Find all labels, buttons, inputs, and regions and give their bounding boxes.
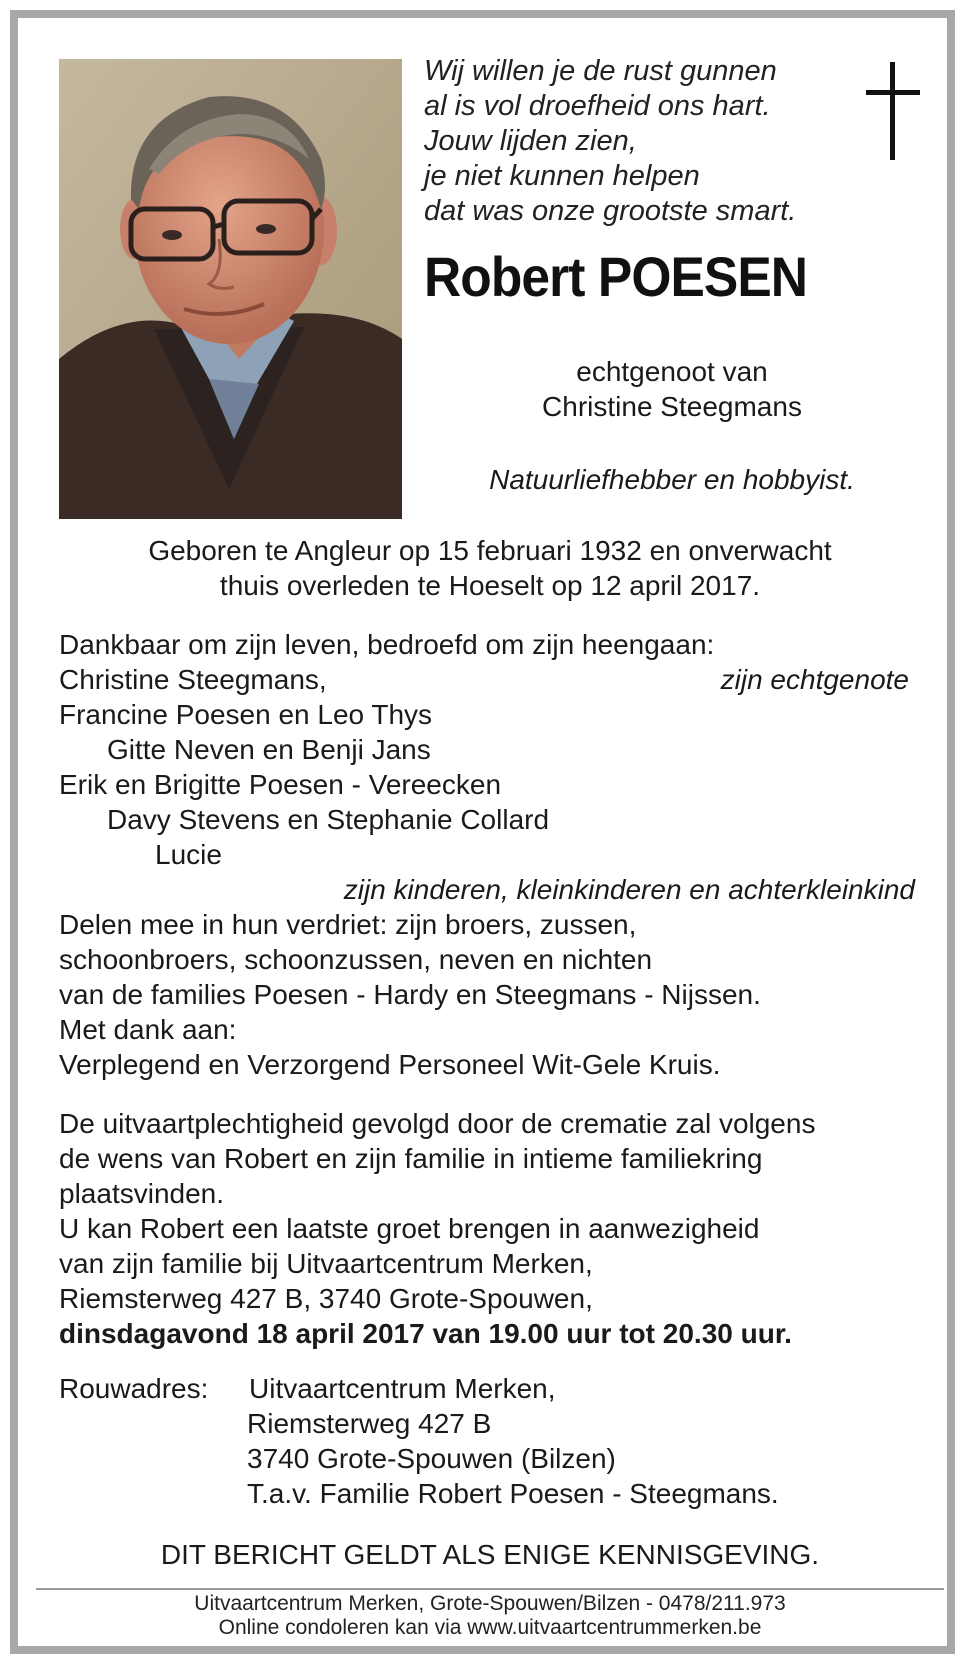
footer-line: Online condoleren kan via www.uitvaartcentrummerken.be [218,1616,762,1639]
ceremony-line: van zijn familie bij Uitvaartcentrum Merken, [59,1248,593,1279]
portrait-illustration [59,59,402,519]
address-section [59,1371,779,1511]
spouse-name: Christine Steegmans [542,391,802,422]
address-line: T.a.v. Familie Robert Poesen - Steegmans. [247,1478,779,1509]
family-section [59,627,919,1082]
ceremony-line: de wens van Robert en zijn familie in intieme familiekring [59,1143,763,1174]
address-label: Rouwadres: [59,1373,209,1404]
ceremony-line: plaatsvinden. [59,1178,225,1209]
footer [36,1592,944,1640]
cross-icon [866,62,920,160]
tagline: Natuurliefhebber en hobbyist. [489,464,855,495]
notice: DIT BERICHT GELDT ALS ENIGE KENNISGEVING. [160,1539,820,1570]
address-row [59,1371,779,1406]
shared-line: Met dank aan: [59,1014,237,1045]
family-member: Francine Poesen en Leo Thys [59,699,433,730]
shared-line: Verplegend en Verzorgend Personeel Wit-Gele Kruis. [59,1049,721,1080]
poem-line: al is vol droefheid ons hart. [424,90,771,122]
spouse-intro: echtgenoot van [576,356,768,387]
children-role-row [59,872,919,907]
birth-death-line: thuis overleden te Hoeselt op 12 april 2017. [219,570,761,601]
ceremony-line: U kan Robert een laatste groet brengen in aanwezigheid [59,1213,760,1244]
poem-line: Wij willen je de rust gunnen [424,55,777,87]
birth-death [40,533,940,603]
poem [424,54,796,229]
portrait-photo [59,59,402,519]
spouse-line: Christine Steegmans, [59,664,327,695]
family-member: Erik en Brigitte Poesen - Vereecken [59,769,502,800]
shared-line: van de families Poesen - Hardy en Steegmans - Nijssen. [59,979,761,1010]
family-member: Gitte Neven en Benji Jans [107,734,431,765]
address-line: Riemsterweg 427 B [247,1408,492,1439]
poem-line: dat was onze grootste smart. [424,195,797,227]
deceased-name: Robert POESEN [424,245,808,308]
family-member: Lucie [155,839,222,870]
footer-divider [36,1588,944,1590]
spouse-role: zijn echtgenote [720,664,909,695]
poem-line: Jouw lijden zien, [424,125,637,157]
ceremony-line: De uitvaartplechtigheid gevolgd door de crematie zal volgens [59,1108,816,1139]
family-member: Davy Stevens en Stephanie Collard [107,804,550,835]
birth-death-line: Geboren te Angleur op 15 februari 1932 en onverwacht [148,535,832,566]
visitation-time: dinsdagavond 18 april 2017 van 19.00 uur tot 20.30 uur. [59,1318,792,1349]
shared-line: schoonbroers, schoonzussen, neven en nichten [59,944,653,975]
spouse-block [424,354,920,424]
poem-line: je niet kunnen helpen [424,160,700,192]
family-intro: Dankbaar om zijn leven, bedroefd om zijn heengaan: [59,629,715,660]
address-line: Uitvaartcentrum Merken, [249,1373,556,1404]
ceremony-section [59,1106,815,1351]
shared-line: Delen mee in hun verdriet: zijn broers, zussen, [59,909,637,940]
spouse-row [59,662,919,697]
children-role: zijn kinderen, kleinkinderen en achterkleinkind [343,874,915,905]
address-line: 3740 Grote-Spouwen (Bilzen) [247,1443,616,1474]
ceremony-line: Riemsterweg 427 B, 3740 Grote-Spouwen, [59,1283,593,1314]
footer-line: Uitvaartcentrum Merken, Grote-Spouwen/Bilzen - 0478/211.973 [194,1592,786,1615]
